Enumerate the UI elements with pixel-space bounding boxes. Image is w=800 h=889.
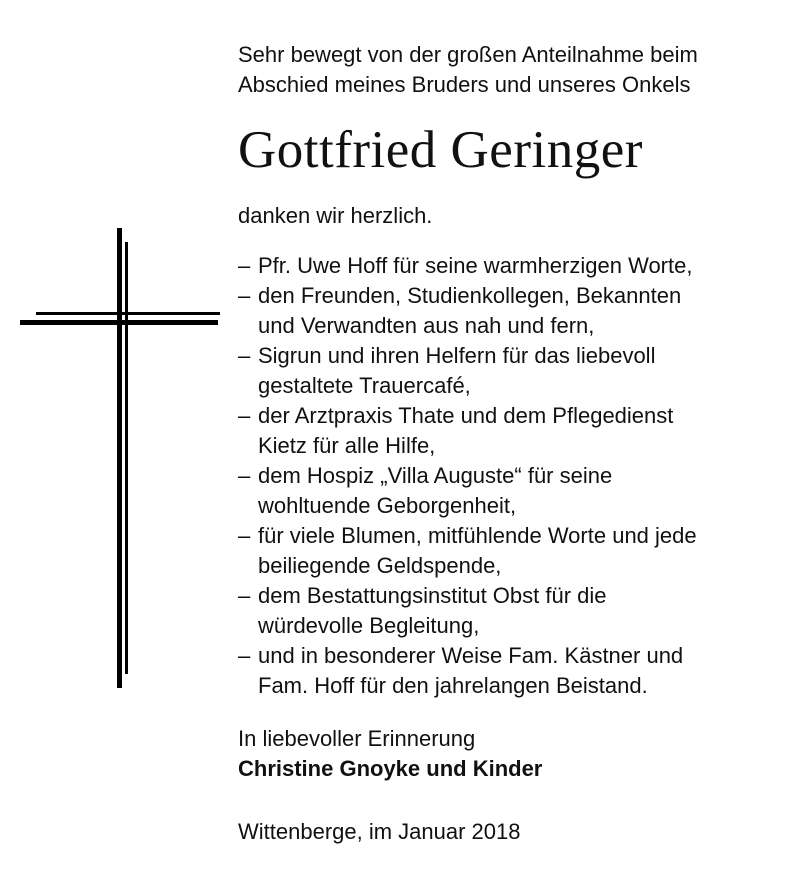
dash-marker: – [238,643,251,668]
family-signature: Christine Gnoyke und Kinder [238,756,543,781]
cross-vertical-outer [117,228,122,688]
list-item-line: wohltuende Geborgenheit, [258,493,517,518]
list-item [238,341,778,401]
thanks-list [238,251,778,701]
dash-marker: – [238,403,251,428]
list-item [238,521,778,581]
list-item [238,641,778,701]
list-item-line: gestaltete Trauercafé, [258,373,471,398]
cross-horizontal-bottom [20,320,218,325]
list-item-line: den Freunden, Studienkollegen, Bekannten [258,283,682,308]
thanks-line: danken wir herzlich. [238,203,433,228]
list-item-line: und in besonderer Weise Fam. Kästner und [258,643,684,668]
list-item [238,281,778,341]
list-item-line: Fam. Hoff für den jahrelangen Beistand. [258,673,648,698]
intro-line: Sehr bewegt von der großen Anteilnahme beim [238,42,698,67]
dash-marker: – [238,283,251,308]
list-item-line: Pfr. Uwe Hoff für seine warmherzigen Worte, [258,253,693,278]
list-item-line: der Arztpraxis Thate und dem Pflegedienst [258,403,674,428]
intro-text [238,40,778,100]
list-item-line: beiliegende Geldspende, [258,553,502,578]
dash-marker: – [238,463,251,488]
list-item-line: Kietz für alle Hilfe, [258,433,436,458]
dash-marker: – [238,523,251,548]
closing-line: In liebevoller Erinnerung [238,726,476,751]
intro-line: Abschied meines Bruders und unseres Onkels [238,72,691,97]
deceased-name: Gottfried Geringer [238,121,643,179]
list-item-line: für viele Blumen, mitfühlende Worte und jede [258,523,697,548]
cross-vertical-inner [125,242,128,674]
list-item-line: und Verwandten aus nah und fern, [258,313,595,338]
list-item [238,581,778,641]
list-item-line: würdevolle Begleitung, [258,613,480,638]
list-item [238,461,778,521]
list-item [238,251,778,281]
dash-marker: – [238,253,251,278]
list-item-line: Sigrun und ihren Helfern für das liebevoll [258,343,656,368]
list-item-line: dem Bestattungsinstitut Obst für die [258,583,607,608]
cross-symbol [20,228,220,688]
cross-horizontal-top [36,312,220,315]
place-date: Wittenberge, im Januar 2018 [238,819,521,844]
dash-marker: – [238,343,251,368]
dash-marker: – [238,583,251,608]
list-item-line: dem Hospiz „Villa Auguste“ für seine [258,463,613,488]
list-item [238,401,778,461]
notice-text [238,40,778,847]
